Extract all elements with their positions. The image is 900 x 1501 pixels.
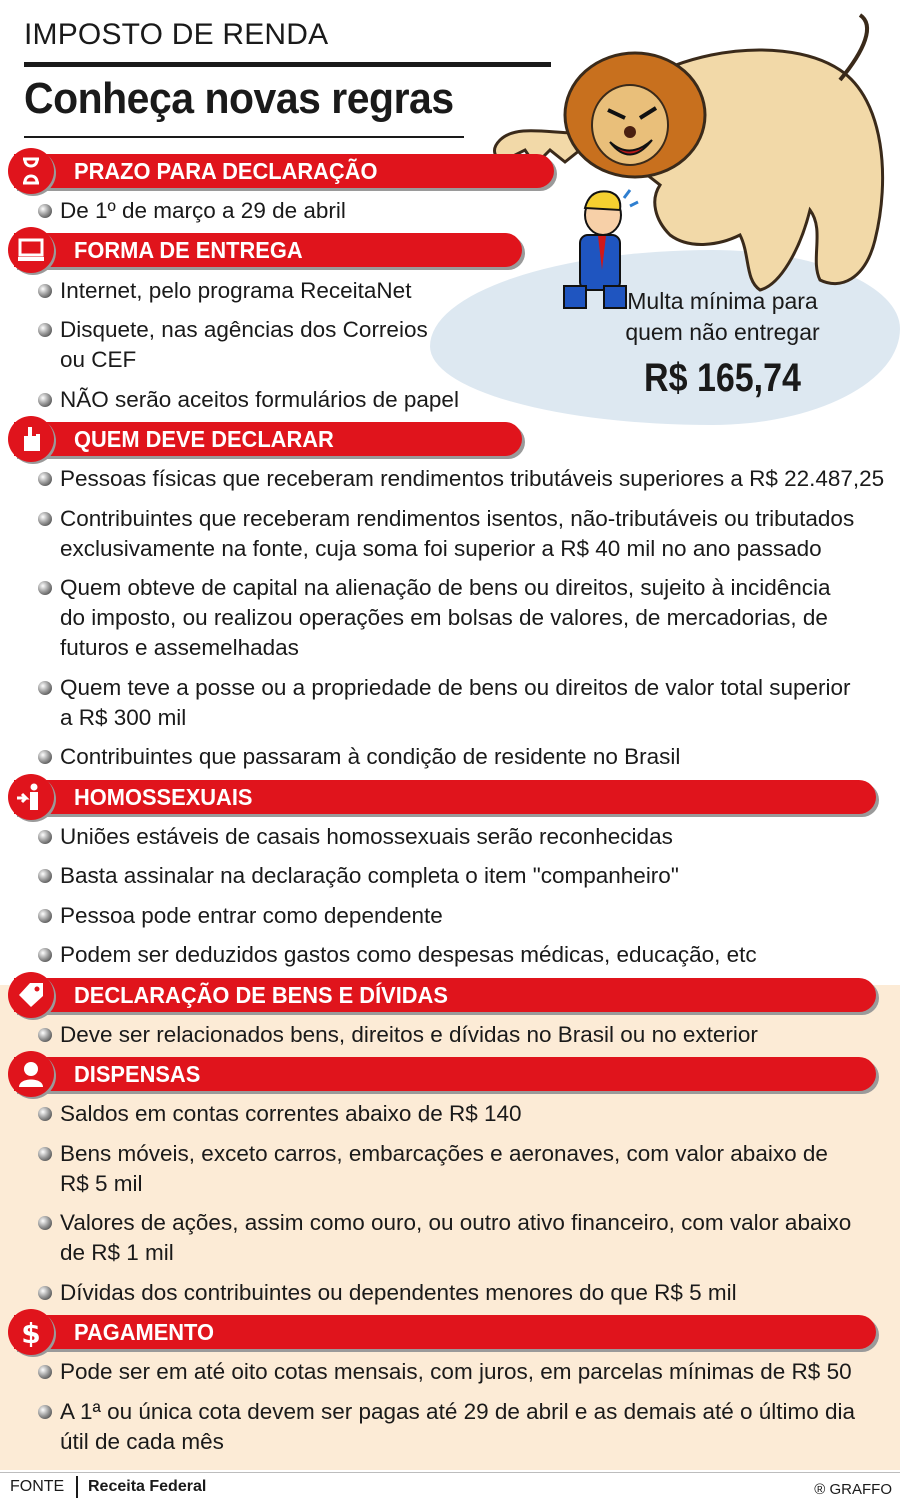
footer (0, 1472, 900, 1501)
bullet-icon (38, 1405, 52, 1419)
bullet-icon (38, 909, 52, 923)
pointing-hand-icon (8, 416, 54, 462)
fine-label: Multa mínima para quem não entregar (625, 288, 820, 345)
list-item: Dívidas dos contribuintes ou dependentes menores do que R$ 5 mil (36, 1278, 900, 1308)
section-title: DISPENSAS (74, 1061, 201, 1087)
list-item-continuation: do imposto, ou realizou operações em bolsas de valores, de mercadorias, de (60, 605, 828, 630)
list-item: Quem teve a posse ou a propriedade de bens ou direitos de valor total superior (36, 673, 900, 703)
list-item: Bens móveis, exceto carros, embarcações e aeronaves, com valor abaixo de (36, 1139, 900, 1169)
bullet-icon (38, 393, 52, 407)
source-separator (76, 1476, 78, 1498)
list-item: Podem ser deduzidos gastos como despesas médicas, educação, etc (36, 940, 900, 970)
section-bar-bens (14, 978, 876, 1012)
computer-icon (8, 227, 54, 273)
bullet-icon (38, 1365, 52, 1379)
list-item: Contribuintes que passaram à condição de residente no Brasil (36, 742, 900, 772)
header-rule (24, 62, 551, 67)
bullet-icon (38, 472, 52, 486)
source-label: FONTE (10, 1478, 65, 1495)
list-item-continuation: futuros e assemelhadas (60, 635, 299, 660)
lion-tail (840, 15, 867, 80)
list-item: Valores de ações, assim como ouro, ou outro ativo financeiro, com valor abaixo (36, 1208, 900, 1238)
bullet-icon (38, 869, 52, 883)
list-item: Contribuintes que receberam rendimentos isentos, não-tributáveis ou tributados (36, 504, 900, 534)
list-item: Deve ser relacionados bens, direitos e dívidas no Brasil ou no exterior (36, 1020, 900, 1050)
headline: Conheça novas regras (24, 74, 454, 123)
tag-icon (8, 972, 54, 1018)
section-title: PRAZO PARA DECLARAÇÃO (74, 158, 378, 184)
list-item-continuation: útil de cada mês (60, 1429, 224, 1454)
list-item: Saldos em contas correntes abaixo de R$ 140 (36, 1099, 900, 1129)
list-item: Basta assinalar na declaração completa o item "companheiro" (36, 861, 900, 891)
svg-text:$: $ (21, 1317, 41, 1347)
section-title: PAGAMENTO (74, 1319, 215, 1345)
bullet-icon (38, 204, 52, 218)
list-item: Quem obteve de capital na alienação de bens ou direitos, sujeito à incidência (36, 573, 900, 603)
list-item: Pode ser em até oito cotas mensais, com juros, em parcelas mínimas de R$ 50 (36, 1357, 900, 1387)
bullet-icon (38, 1286, 52, 1300)
list-item-continuation: ou CEF (60, 347, 137, 372)
list-item: De 1º de março a 29 de abril (36, 196, 900, 226)
section-bar-dispensas (14, 1057, 876, 1091)
bullet-icon (38, 1107, 52, 1121)
list-item: Disquete, nas agências dos Correios (36, 315, 900, 345)
bullet-icon (38, 830, 52, 844)
bullet-icon (38, 284, 52, 298)
section-bar-forma (14, 233, 522, 267)
section-bar-homossexuais (14, 780, 876, 814)
bullet-icon (38, 581, 52, 595)
bullet-icon (38, 512, 52, 526)
list-item-continuation: de R$ 1 mil (60, 1240, 174, 1265)
list-item-continuation: R$ 5 mil (60, 1171, 143, 1196)
bullet-icon (38, 323, 52, 337)
dollar-icon (8, 1309, 54, 1355)
list-item: Uniões estáveis de casais homossexuais serão reconhecidas (36, 822, 900, 852)
bullet-icon (38, 948, 52, 962)
section-bar-prazo (14, 154, 554, 188)
bullet-icon (38, 1028, 52, 1042)
section-bar-quem (14, 422, 522, 456)
bullet-icon (38, 1147, 52, 1161)
section-title: DECLARAÇÃO DE BENS E DÍVIDAS (74, 982, 448, 1008)
list-item-continuation: a R$ 300 mil (60, 705, 187, 730)
list-item: A 1ª ou única cota devem ser pagas até 29 de abril e as demais até o último dia (36, 1397, 900, 1427)
section-title: HOMOSSEXUAIS (74, 784, 253, 810)
bullet-icon (38, 681, 52, 695)
list-item-continuation: exclusivamente na fonte, cuja soma foi superior a R$ 40 mil no ano passado (60, 536, 822, 561)
person-icon (8, 774, 54, 820)
credit: ® GRAFFO (814, 1481, 892, 1498)
headline-rule (24, 136, 464, 138)
section-title: QUEM DEVE DECLARAR (74, 426, 334, 452)
list-item: Pessoa pode entrar como dependente (36, 901, 900, 931)
list-item: Internet, pelo programa ReceitaNet (36, 276, 900, 306)
section-title: FORMA DE ENTREGA (74, 237, 303, 263)
hourglass-icon (8, 148, 54, 194)
person-bust-icon (8, 1051, 54, 1097)
source-value: Receita Federal (88, 1478, 207, 1495)
fine-value: R$ 165,74 (644, 356, 801, 400)
lion-nose (624, 126, 636, 138)
bullet-icon (38, 750, 52, 764)
kicker: IMPOSTO DE RENDA (24, 18, 329, 51)
section-bar-pagamento (14, 1315, 876, 1349)
bullet-icon (38, 1216, 52, 1230)
list-item: NÃO serão aceitos formulários de papel (36, 385, 900, 415)
list-item: Pessoas físicas que receberam rendimentos tributáveis superiores a R$ 22.487,25 (36, 464, 900, 494)
